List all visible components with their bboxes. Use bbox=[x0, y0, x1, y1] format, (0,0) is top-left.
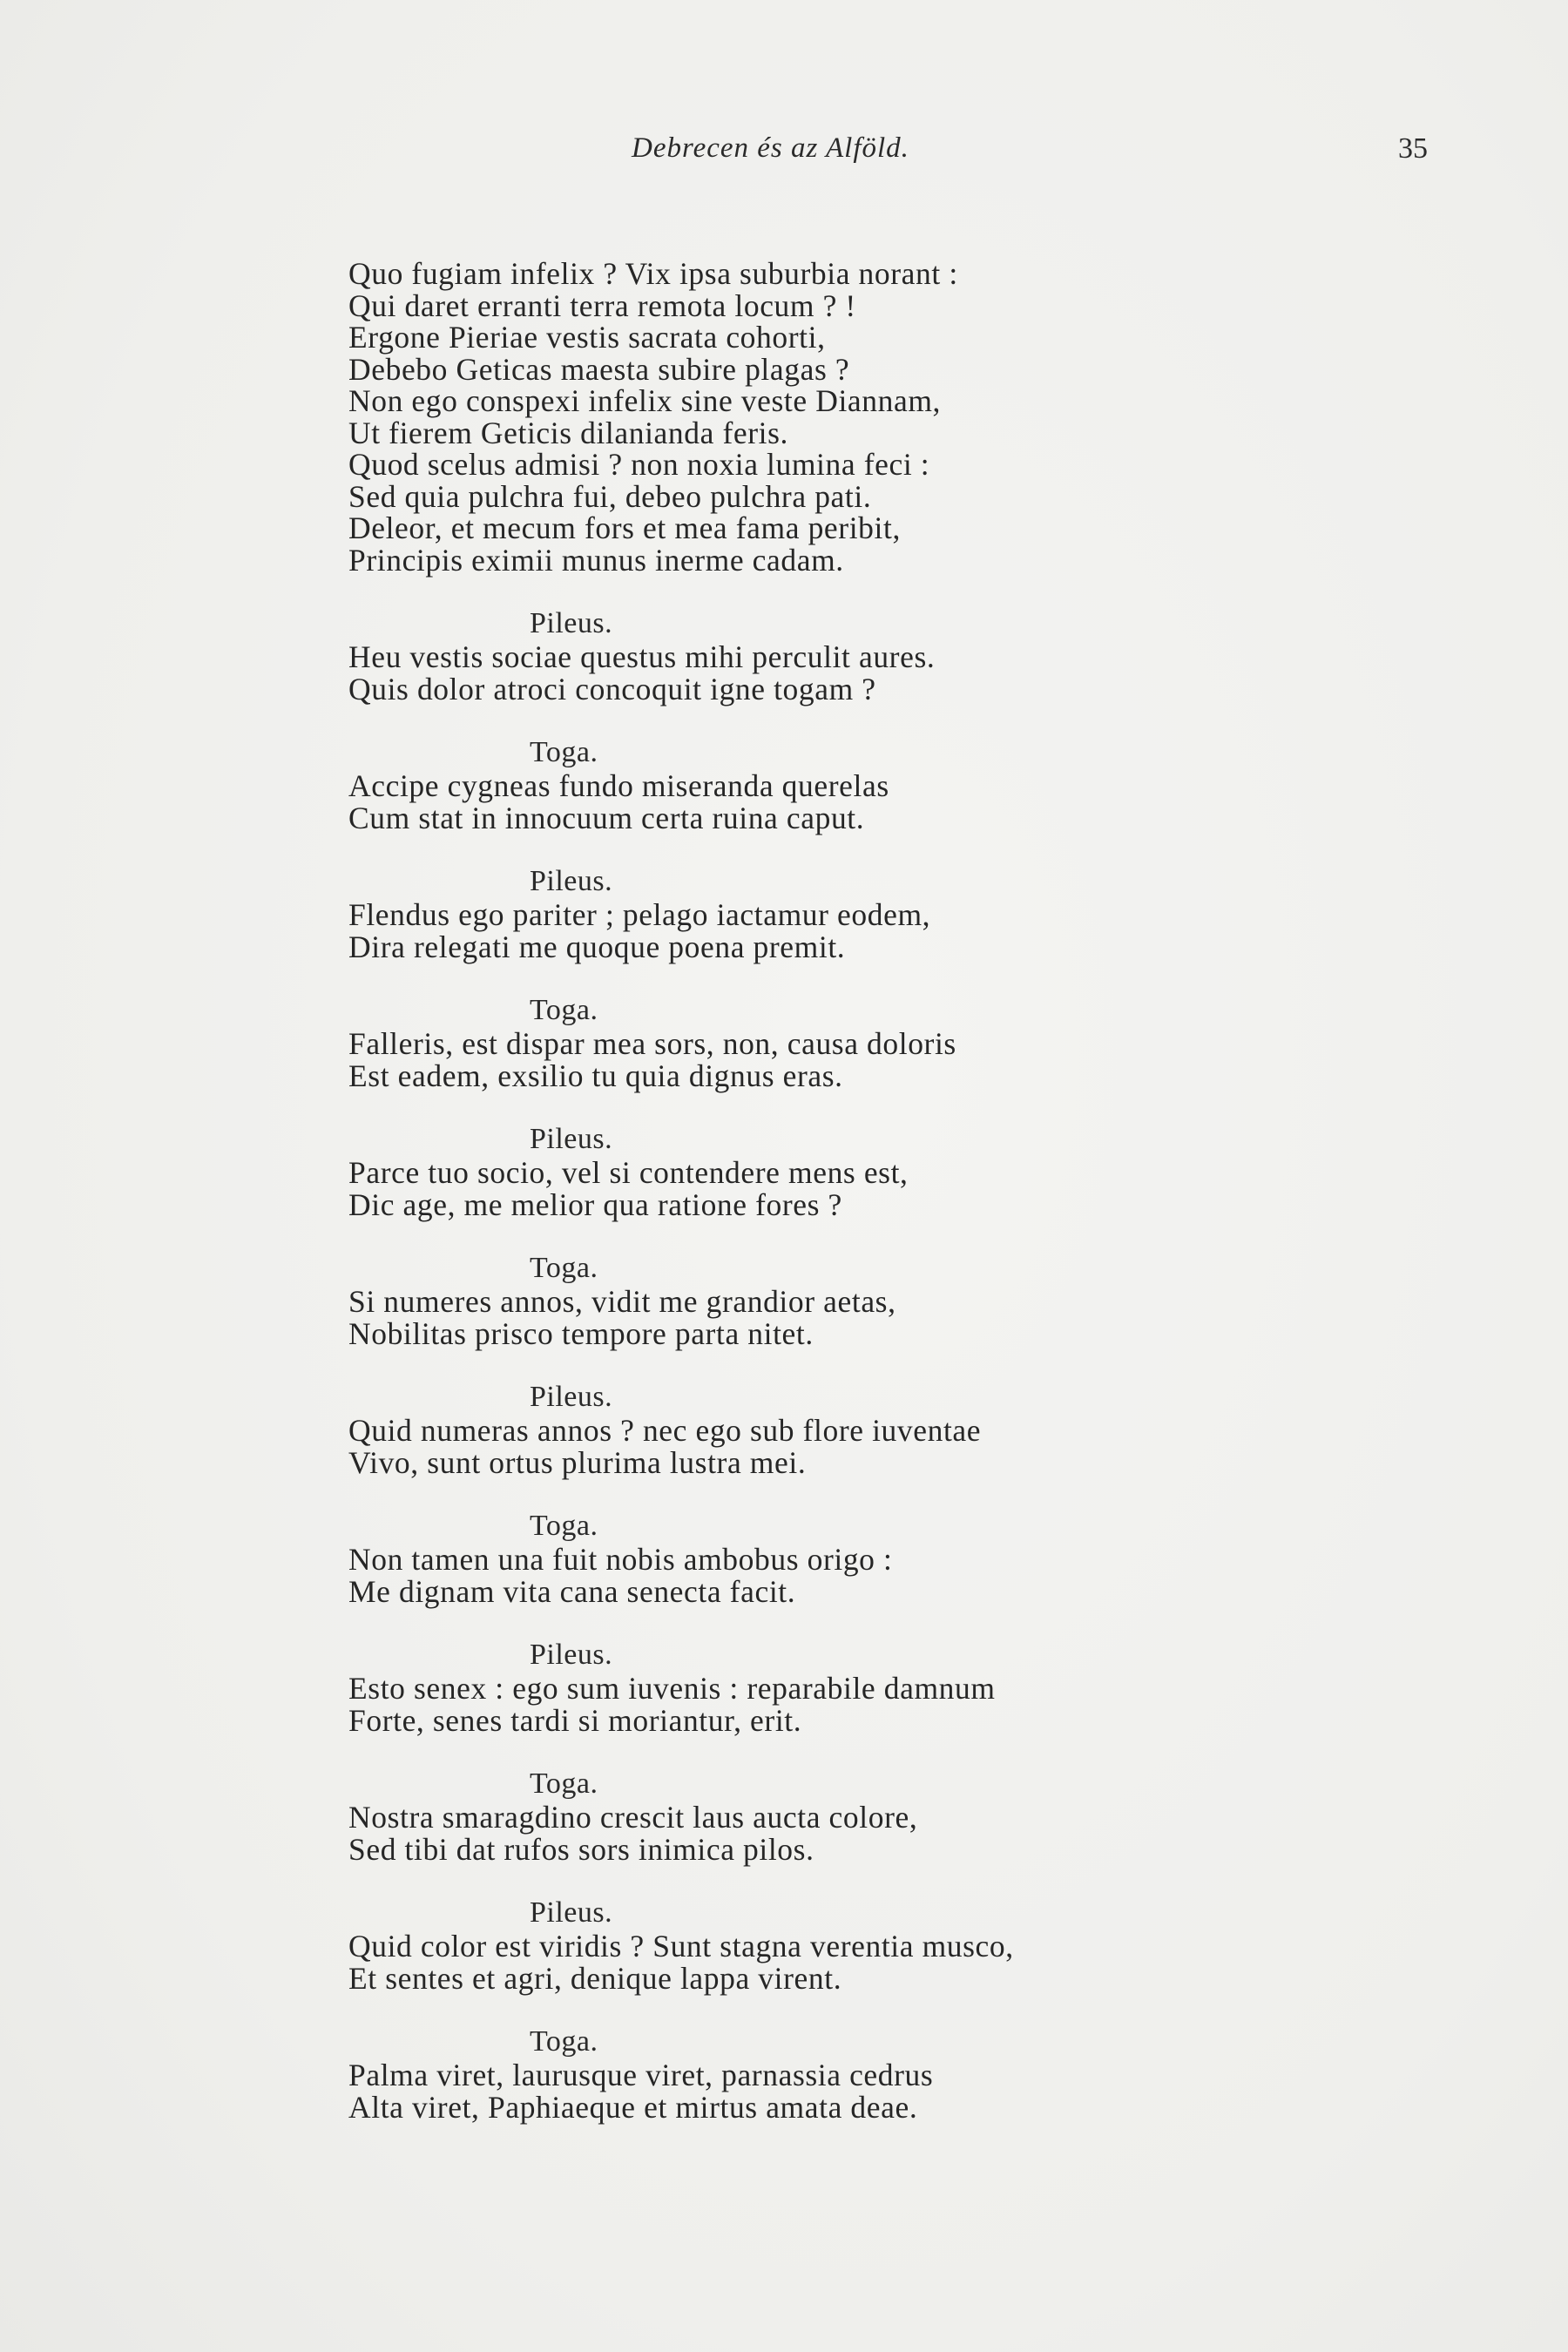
speaker-name: Toga. bbox=[530, 994, 598, 1026]
speaker-name: Toga. bbox=[530, 1252, 598, 1284]
verse-line: Ut fierem Geticis dilanianda feris. bbox=[348, 415, 788, 450]
dialogue-section bbox=[348, 1639, 1307, 1736]
dialogue-section bbox=[348, 866, 1307, 963]
verse-line: Et sentes et agri, denique lappa virent. bbox=[348, 1960, 842, 1996]
dialogue-section bbox=[348, 1511, 1307, 1607]
verse-line: Quod scelus admisi ? non noxia lumina feci : bbox=[348, 447, 930, 482]
verse-line: Dic age, me melior qua ratione fores ? bbox=[348, 1186, 842, 1222]
speaker-name: Toga. bbox=[530, 1767, 598, 1800]
poem-text bbox=[348, 258, 1307, 2123]
verse-line: Ergone Pieriae vestis sacrata cohorti, bbox=[348, 320, 826, 355]
verse-line: Non ego conspexi infelix sine veste Diannam, bbox=[348, 383, 942, 418]
speaker-name: Pileus. bbox=[530, 865, 613, 897]
verse-line: Falleris, est dispar mea sors, non, causa doloris bbox=[348, 1026, 956, 1061]
verse-line: Parce tuo socio, vel si contendere mens est, bbox=[348, 1155, 909, 1190]
verse-line: Heu vestis sociae questus mihi perculit aures. bbox=[348, 639, 936, 674]
dialogue-section bbox=[348, 2026, 1307, 2123]
verse-line: Alta viret, Paphiaeque et mirtus amata deae. bbox=[348, 2089, 918, 2125]
dialogue-section bbox=[348, 1768, 1307, 1865]
verse-line: Palma viret, laurusque viret, parnassia cedrus bbox=[348, 2058, 934, 2092]
verse-line: Quis dolor atroci concoquit igne togam ? bbox=[348, 671, 876, 706]
dialogue-section bbox=[348, 1897, 1307, 1994]
dialogue-section bbox=[348, 1253, 1307, 1349]
verse-line: Me dignam vita cana senecta facit. bbox=[348, 1573, 796, 1609]
verse-line: Sed tibi dat rufos sors inimica pilos. bbox=[348, 1831, 814, 1867]
verse-line: Sed quia pulchra fui, debeo pulchra pati. bbox=[348, 478, 872, 514]
verse-line: Non tamen una fuit nobis ambobus origo : bbox=[348, 1542, 893, 1577]
speaker-name: Toga. bbox=[530, 2025, 598, 2058]
verse-line: Est eadem, exsilio tu quia dignus eras. bbox=[348, 1058, 843, 1093]
verse-line: Quid color est viridis ? Sunt stagna verentia musco, bbox=[348, 1929, 1014, 1963]
speaker-name: Toga. bbox=[530, 736, 598, 768]
verse-line: Esto senex : ego sum iuvenis : reparabile damnum bbox=[348, 1671, 996, 1706]
verse-line: Dira relegati me quoque poena premit. bbox=[348, 929, 846, 964]
speaker-name: Pileus. bbox=[530, 1123, 613, 1155]
verse-line: Deleor, et mecum fors et mea fama peribit, bbox=[348, 510, 901, 545]
dialogue-section bbox=[348, 1124, 1307, 1220]
verse-line: Debebo Geticas maesta subire plagas ? bbox=[348, 351, 850, 387]
running-head: Debrecen és az Alföld. bbox=[632, 132, 909, 164]
dialogue-section bbox=[348, 737, 1307, 834]
speaker-name: Pileus. bbox=[530, 607, 613, 639]
verse-line: Si numeres annos, vidit me grandior aetas, bbox=[348, 1284, 896, 1319]
verse-line: Qui daret erranti terra remota locum ? ! bbox=[348, 287, 856, 323]
verse-line: Nostra smaragdino crescit laus aucta colore, bbox=[348, 1800, 918, 1835]
verse-line: Cum stat in innocuum certa ruina caput. bbox=[348, 800, 865, 835]
dialogue-section bbox=[348, 1382, 1307, 1478]
verse-line: Vivo, sunt ortus plurima lustra mei. bbox=[348, 1444, 807, 1480]
verse-line: Forte, senes tardi si moriantur, erit. bbox=[348, 1702, 802, 1738]
dialogue-section bbox=[348, 995, 1307, 1092]
page-number: 35 bbox=[1398, 132, 1428, 165]
dialogue-section bbox=[348, 608, 1307, 705]
verse-line: Quo fugiam infelix ? Vix ipsa suburbia norant : bbox=[348, 256, 958, 291]
verse-line: Accipe cygneas fundo miseranda querelas bbox=[348, 768, 889, 803]
speaker-name: Pileus. bbox=[530, 1896, 613, 1929]
verse-line: Nobilitas prisco tempore parta nitet. bbox=[348, 1315, 814, 1351]
verse-line: Principis eximii munus inerme cadam. bbox=[348, 542, 844, 578]
speaker-name: Toga. bbox=[530, 1510, 598, 1542]
opening-stanza bbox=[348, 258, 1307, 576]
verse-line: Flendus ego pariter ; pelago iactamur eodem, bbox=[348, 897, 931, 932]
speaker-name: Pileus. bbox=[530, 1381, 613, 1413]
speaker-name: Pileus. bbox=[530, 1639, 613, 1671]
verse-line: Quid numeras annos ? nec ego sub flore iuventae bbox=[348, 1413, 982, 1448]
